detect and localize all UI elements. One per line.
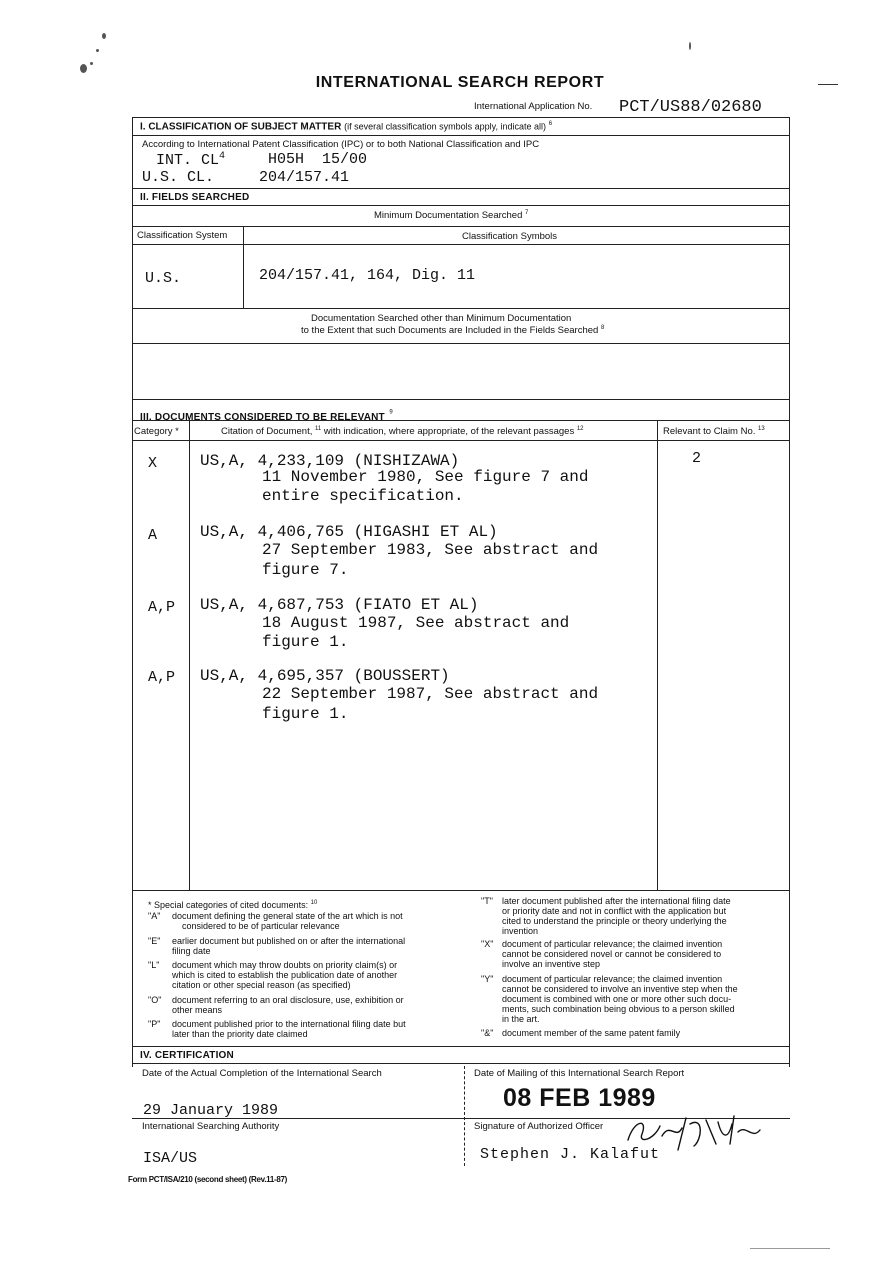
- divider: [132, 399, 790, 400]
- section1-heading: I. CLASSIFICATION OF SUBJECT MATTER: [140, 121, 342, 133]
- col-relevant-row: [663, 426, 765, 437]
- col-relevant-ref: 13: [758, 426, 765, 432]
- category-desc: [172, 911, 457, 931]
- col-citation-ref2: 12: [576, 426, 584, 432]
- category-desc-line: document is combined with one or more other such docu-: [502, 994, 732, 1004]
- citation-line: 22 September 1987, See abstract and: [262, 685, 599, 703]
- category-desc-line: document referring to an oral disclosure, use, exhibition or: [172, 995, 404, 1005]
- divider: [132, 205, 790, 206]
- category-code: "&": [481, 1028, 494, 1038]
- section4-heading: IV. CERTIFICATION: [140, 1050, 234, 1061]
- category-desc-line: later document published after the international filing date: [502, 896, 731, 906]
- category-code: "X": [481, 939, 494, 949]
- citation-line: US,A, 4,695,357 (BOUSSERT): [200, 667, 450, 685]
- form-top-border: [132, 117, 790, 118]
- scan-speck: [90, 62, 93, 65]
- section1-heading-note: (if several classification symbols apply, indicate all): [344, 121, 546, 132]
- category-code: "T": [481, 896, 493, 906]
- category-desc-line: considered to be of particular relevance: [182, 921, 340, 931]
- application-number: PCT/US88/02680: [619, 98, 762, 117]
- category-desc-line: document of particular relevance; the claimed invention: [502, 939, 723, 949]
- min-doc-ref: 7: [525, 210, 529, 216]
- category-desc-line: document defining the general state of the art which is not: [172, 911, 403, 921]
- category-desc-line: document published prior to the international filing date but: [172, 1019, 406, 1029]
- categories-heading-ref: 10: [310, 900, 318, 906]
- scan-speck: [689, 42, 691, 50]
- divider: [132, 440, 790, 441]
- us-cl-label: U.S. CL.: [142, 169, 215, 186]
- category-desc-line: document which may throw doubts on priority claim(s) or: [172, 960, 398, 970]
- category-desc-line: cannot be considered novel or cannot be considered to: [502, 949, 722, 959]
- col-category: Category *: [134, 426, 179, 437]
- ipc-according-text: According to International Patent Classification (IPC) or to both National Classification and IPC: [142, 139, 540, 150]
- citation-line: 11 November 1980, See figure 7 and: [262, 468, 589, 486]
- category-desc-line: in the art.: [502, 1014, 540, 1024]
- citation-category: X: [148, 455, 158, 472]
- category-desc: [172, 960, 457, 990]
- citation-category: A,P: [148, 669, 176, 686]
- section2-heading: II. FIELDS SEARCHED: [140, 192, 250, 203]
- category-desc-line: ments, such combination being obvious to a person skilled: [502, 1004, 735, 1014]
- column-divider: [189, 420, 190, 890]
- int-cl-label: [156, 151, 225, 169]
- category-code: "L": [148, 960, 160, 970]
- category-desc-line: involve an inventive step: [502, 959, 601, 969]
- min-doc-label: Minimum Documentation Searched: [374, 210, 523, 222]
- category-desc-line: later than the priority date claimed: [172, 1029, 308, 1039]
- divider: [132, 1046, 790, 1047]
- divider: [132, 188, 790, 189]
- citation-line: figure 7.: [262, 561, 349, 579]
- citation-line: figure 1.: [262, 705, 349, 723]
- category-desc: [172, 1019, 457, 1039]
- min-doc-label-row: [374, 210, 528, 221]
- divider: [132, 244, 790, 245]
- category-desc: [172, 995, 457, 1015]
- authority-value: ISA/US: [143, 1150, 198, 1167]
- col-citation-ref: 11: [315, 426, 322, 432]
- completion-label: Date of the Actual Completion of the International Search: [142, 1068, 382, 1079]
- categories-heading: * Special categories of cited documents:: [148, 900, 309, 910]
- scan-mark: [750, 1248, 830, 1249]
- citation-claim: 2: [692, 450, 702, 467]
- col-citation: Citation of Document,: [221, 426, 313, 438]
- other-doc-line1: Documentation Searched other than Minimum Documentation: [311, 313, 572, 324]
- int-cl-sup: 4: [219, 151, 226, 162]
- citation-category: A: [148, 527, 158, 544]
- other-doc-line2: to the Extent that such Documents are Included in the Fields Searched: [301, 325, 599, 337]
- category-desc-line: cited to understand the principle or theory underlying the: [502, 916, 727, 926]
- citation-line: entire specification.: [262, 487, 464, 505]
- mailing-label: Date of Mailing of this International Search Report: [474, 1068, 685, 1079]
- section3-heading-ref: 9: [389, 409, 393, 416]
- category-desc-line: which is cited to establish the publication date of another: [172, 970, 398, 980]
- category-desc: [502, 896, 782, 936]
- citation-line: 27 September 1983, See abstract and: [262, 541, 599, 559]
- signature-label: Signature of Authorized Officer: [474, 1121, 604, 1132]
- category-desc-line: citation or other special reason (as specified): [172, 980, 351, 990]
- category-desc-line: cannot be considered to involve an inventive step when the: [502, 984, 738, 994]
- us-cl-value: 204/157.41: [259, 169, 350, 186]
- citation-line: figure 1.: [262, 633, 349, 651]
- citation-line: US,A, 4,406,765 (HIGASHI ET AL): [200, 523, 498, 541]
- col-citation-row: [221, 426, 584, 437]
- col-classification-symbols: Classification Symbols: [462, 231, 558, 242]
- citation-category: A,P: [148, 599, 176, 616]
- category-desc-line: filing date: [172, 946, 211, 956]
- application-number-label: International Application No.: [474, 101, 593, 112]
- mailing-date-stamp: 08 FEB 1989: [503, 1084, 656, 1112]
- column-divider: [243, 226, 244, 308]
- category-code: "O": [148, 995, 162, 1005]
- form-right-border: [789, 117, 790, 1067]
- scan-speck: [96, 49, 99, 52]
- divider: [132, 343, 790, 344]
- authority-label: International Searching Authority: [142, 1121, 280, 1132]
- scan-mark: [818, 84, 838, 85]
- report-title: INTERNATIONAL SEARCH REPORT: [315, 74, 605, 91]
- category-desc: [502, 974, 782, 1024]
- form-left-border: [132, 117, 133, 1067]
- officer-signature: [620, 1110, 770, 1152]
- category-desc-line: earlier document but published on or after the international: [172, 936, 406, 946]
- citation-line: US,A, 4,687,753 (FIATO ET AL): [200, 596, 479, 614]
- scan-speck: [102, 33, 106, 39]
- category-code: "E": [148, 936, 161, 946]
- divider: [132, 420, 790, 421]
- category-desc-line: invention: [502, 926, 539, 936]
- citation-line: 18 August 1987, See abstract and: [262, 614, 570, 632]
- citation-line: US,A, 4,233,109 (NISHIZAWA): [200, 452, 460, 470]
- category-desc: [172, 936, 457, 956]
- category-code: "Y": [481, 974, 494, 984]
- divider: [132, 308, 790, 309]
- category-desc-line: or priority date and not in conflict with the application but: [502, 906, 727, 916]
- section3-heading-row: [140, 407, 393, 425]
- completion-date: 29 January 1989: [143, 1102, 279, 1119]
- classification-symbols-value: 204/157.41, 164, Dig. 11: [259, 267, 476, 284]
- int-cl-text: INT. CL: [156, 152, 220, 169]
- col-classification-system: Classification System: [137, 230, 228, 241]
- section1-heading-row: [140, 121, 552, 132]
- divider: [132, 226, 790, 227]
- category-code: "P": [148, 1019, 161, 1029]
- category-desc-line: other means: [172, 1005, 223, 1015]
- column-divider: [657, 420, 658, 890]
- section1-heading-ref: 6: [548, 121, 553, 127]
- section3-heading: III. DOCUMENTS CONSIDERED TO BE RELEVANT: [140, 412, 385, 423]
- classification-system-value: U.S.: [145, 270, 182, 287]
- cert-column-divider: [464, 1066, 465, 1166]
- col-relevant: Relevant to Claim No.: [663, 426, 756, 438]
- int-cl-value: H05H 15/00: [268, 151, 368, 168]
- divider: [132, 890, 790, 891]
- categories-heading-row: [148, 898, 317, 910]
- divider: [132, 135, 790, 136]
- other-doc-ref: 8: [600, 325, 605, 331]
- category-code: "A": [148, 911, 161, 921]
- other-doc-line2-row: [301, 325, 604, 336]
- officer-name: Stephen J. Kalafut: [480, 1146, 661, 1163]
- category-desc-line: document of particular relevance; the claimed invention: [502, 974, 723, 984]
- category-desc: [502, 1028, 782, 1038]
- category-desc-line: document member of the same patent family: [502, 1028, 681, 1038]
- category-desc: [502, 939, 782, 969]
- scan-speck: [80, 64, 87, 73]
- divider: [132, 1063, 790, 1064]
- col-citation-rest: with indication, where appropriate, of the relevant passages: [323, 426, 575, 438]
- form-footer: Form PCT/ISA/210 (second sheet) (Rev.11-87): [128, 1175, 288, 1184]
